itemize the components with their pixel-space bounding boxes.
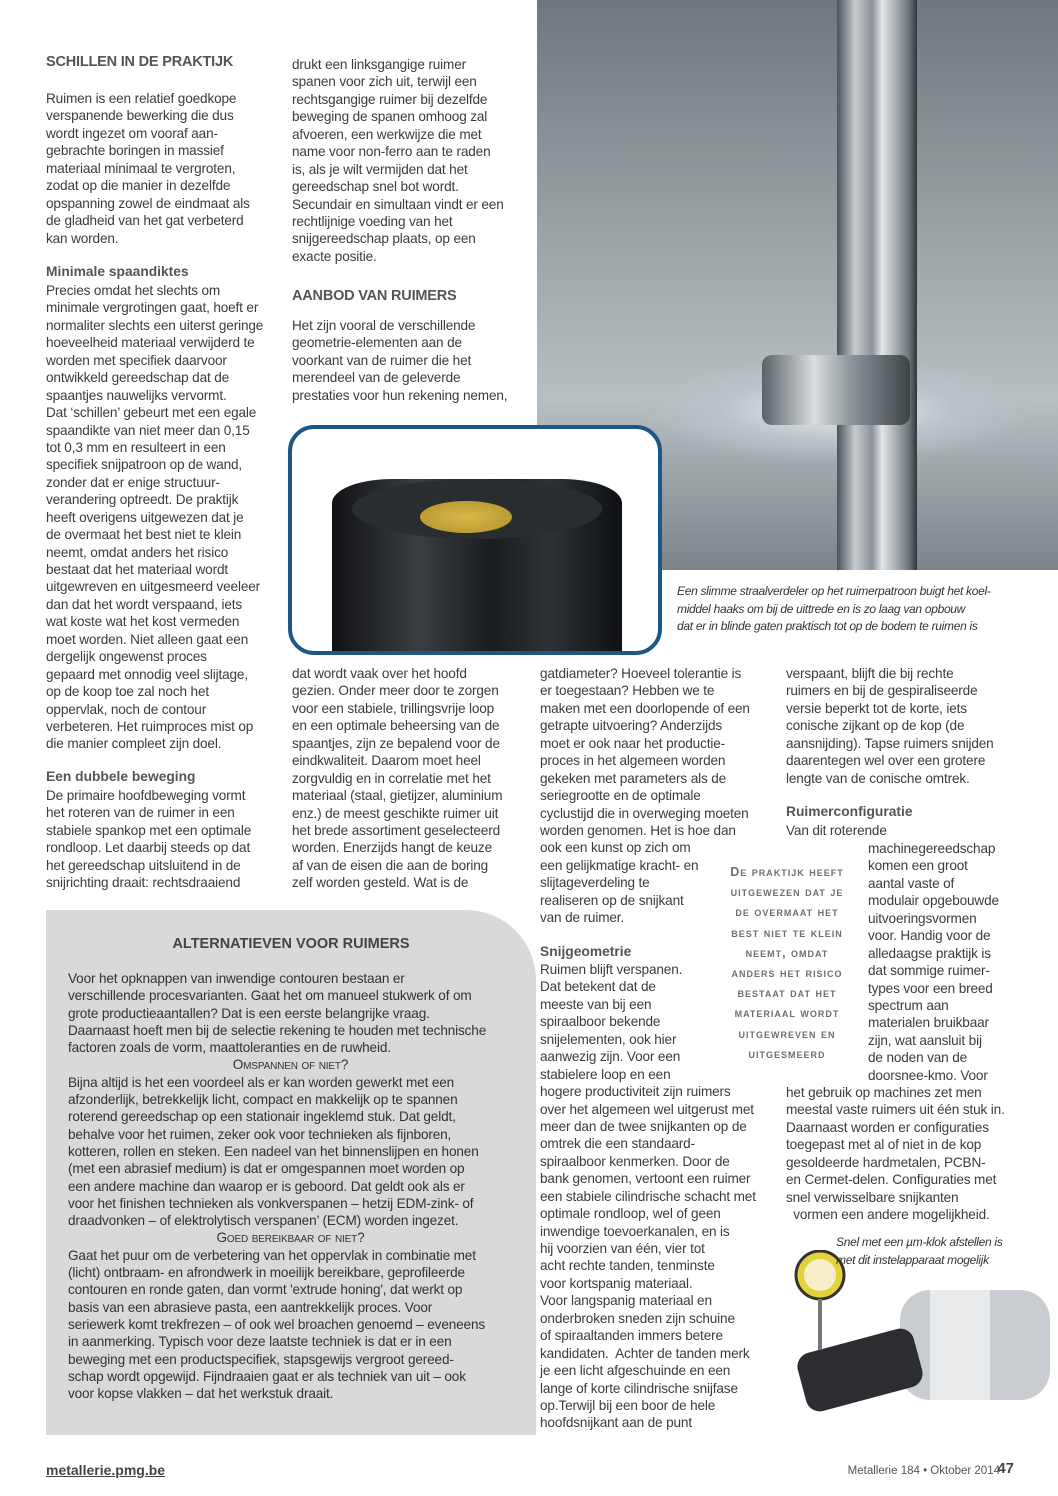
dial-gauge-photo	[780, 1250, 1050, 1420]
text-line: geometrie-elementen aan de	[292, 335, 462, 351]
text-line: kan worden.	[46, 230, 119, 246]
text-line: een andere machine dan waarop er is geboord. Dat geldt ook als er	[68, 1178, 465, 1194]
text-line: gesoldeerde hardmetalen, PCBN-	[786, 1154, 986, 1170]
text-line: verandering optreedt. De praktijk	[46, 492, 239, 508]
text-line: best niet te klein	[731, 925, 843, 940]
text-line: Daarnaast hoeft men bij de selectie rekening te houden met technische	[68, 1022, 487, 1038]
text-line: voor. Handig voor de	[868, 928, 991, 944]
text-line: worden genomen. Het is hoe dan	[540, 822, 736, 838]
text-line: of spiraaltanden immers betere	[540, 1328, 723, 1344]
text-line: machinegereedschap	[868, 841, 996, 856]
text-line: beweging de spanen omhoog zal	[292, 109, 488, 125]
text-line: een stabiele cilindrische schacht met	[540, 1188, 756, 1204]
text-line: rechtlijnige voeding van het	[292, 213, 453, 229]
text-line: materiaal wordt	[734, 1006, 840, 1021]
text-line: moet worden. Niet alleen gaat een	[46, 631, 249, 647]
text-line: verbeteren. Het ruimproces mist op	[46, 718, 254, 734]
text-line: over het algemeen wel uitgerust met	[540, 1101, 754, 1117]
text-line: rechtsgangige ruimer bij dezelfde	[292, 91, 488, 107]
text-line: bank genomen, vertoont een ruimer	[540, 1171, 751, 1187]
text-line: hogere productiviteit zijn ruimers	[540, 1084, 731, 1100]
text-line: de overmaat het	[735, 905, 839, 920]
text-line: het brede assortiment geselecteerd	[292, 822, 500, 838]
text-line: meeste van bij een	[540, 996, 652, 1012]
text-line: omtrek die een standaard-	[540, 1136, 695, 1152]
sidebar-subheading-bereikbaar: Goed bereikbaar of niet?	[216, 1230, 365, 1246]
text-line: factoren zoals de vorm, maattoleranties en de ruwheid.	[68, 1040, 391, 1056]
section-heading-aanbod: AANBOD VAN RUIMERS	[292, 288, 457, 304]
footer-website-link[interactable]: metallerie.pmg.be	[46, 1462, 166, 1478]
text-line: de overmaat het best niet te klein	[46, 527, 242, 543]
text-line: acht rechte tanden, tenminste	[540, 1258, 715, 1274]
text-line: inwendige toevoerkanalen, en is	[540, 1223, 730, 1239]
text-line: in aanmerking. Typisch voor deze laatste techniek is dat er in een	[68, 1334, 452, 1350]
text-line: Het zijn vooral de verschillende	[292, 318, 476, 333]
section-heading-schillen: SCHILLEN IN DE PRAKTIJK	[46, 54, 234, 70]
text-line: schap wordt opgewijd. Fijndraaien gaat er als techniek van uit – ook	[68, 1368, 466, 1384]
text-line: Van dit roterende	[786, 823, 887, 838]
text-line: aanwezig zijn. Voor een	[540, 1049, 681, 1065]
text-line: anders het risico	[731, 965, 843, 980]
text-line: aansnijding). Tapse ruimers snijden	[786, 735, 994, 751]
text-line: toegepast met al of niet in de kop	[786, 1137, 982, 1153]
text-line: maken met een doorlopende of een	[540, 700, 750, 716]
text-line: voor een stabiele, trillingsvrije loop	[292, 700, 495, 716]
text-line: beweging met een productspecifiek, stapsgewijs vergroot gereed-	[68, 1351, 454, 1367]
caption-top-photo	[677, 583, 991, 636]
text-line: spaantjes nauwelijks vervormt.	[46, 387, 227, 403]
text-line: opspanning zowel de eindmaat als	[46, 195, 250, 211]
text-line: gereedschap snel bot wordt.	[292, 179, 459, 195]
subheading-snijgeometrie: Snijgeometrie	[540, 944, 632, 959]
text-line: er toegestaan? Hebben we te	[540, 683, 715, 699]
text-line: afzonderlijk, betrekkelijk licht, compact en makkelijk op te spannen	[68, 1092, 458, 1108]
paragraph-col4-top	[786, 665, 994, 787]
text-line: optimale rondloop, wel of geen	[540, 1206, 721, 1222]
subheading-ruimerconfiguratie: Ruimerconfiguratie	[786, 804, 913, 819]
text-line: neemt, omdat	[745, 945, 829, 960]
text-line: afvoeren, een werkwijze die met	[292, 126, 482, 142]
paragraph-col2-bottom	[292, 665, 502, 892]
text-line: gekeken met parameters als de	[540, 770, 727, 786]
text-line: (met een abrasief medium) is dat er omgespannen moet worden op	[68, 1161, 465, 1177]
text-line: uitgewreven en	[738, 1026, 836, 1041]
text-line: versie beperkt tot de korte, iets	[786, 700, 967, 716]
text-line: snijgereedschap plaats, op een	[292, 231, 476, 247]
text-line: grote productieaantallen? Dat is een eerste belangrijke vraag.	[68, 1005, 430, 1021]
text-line: wat koste wat het kost vermeden	[46, 614, 240, 630]
text-line: worden. Enerzijds hangt de keuze	[292, 840, 492, 856]
text-line: modulair opgebouwde	[868, 893, 999, 909]
text-line: op de koop toe zal noch het	[46, 684, 209, 700]
paragraph-spaandiktes	[46, 282, 263, 753]
text-line: cyclustijd die in overweging moeten	[540, 805, 749, 821]
paragraph-config-b	[868, 840, 999, 1084]
text-line: specifiek snijpatroon op de wand,	[46, 457, 243, 473]
text-line: Een slimme straalverdeler op het ruimerpatroon buigt het koel-	[677, 584, 991, 598]
text-line: bestaat dat het	[737, 986, 837, 1001]
text-line: en een optimale beheersing van de	[292, 718, 500, 734]
text-line: Ruimen is een relatief goedkope	[46, 91, 237, 106]
text-line: prestaties voor hun rekening nemen,	[292, 387, 508, 403]
text-line: zelf worden gesteld. Wat is de	[292, 875, 469, 891]
text-line: onderbroken sneden zijn schuine	[540, 1310, 735, 1326]
text-line: een gelijkmatige kracht- en	[540, 857, 699, 873]
text-line: de gladheid van het gat verbeterd	[46, 213, 244, 229]
reamer-collar-photo-detail	[762, 355, 910, 425]
text-line: voor het finishen technieken als vonkverspanen – hetzij EDM-zink- of	[68, 1195, 474, 1211]
text-line: met dit instelapparaat mogelijk	[836, 1252, 989, 1267]
paragraph-intro	[46, 90, 250, 247]
text-line: alledaagse praktijk is	[868, 945, 991, 961]
sidebar-subheading-omspannen: Omspannen of niet?	[232, 1057, 349, 1073]
text-line: gatdiameter? Hoeveel tolerantie is	[540, 666, 742, 681]
text-line: spectrum aan	[868, 997, 949, 1013]
text-line: Bijna altijd is het een voordeel als er kan worden gewerkt met een	[68, 1074, 455, 1090]
text-line: doorsnee-kmo. Voor	[868, 1067, 988, 1083]
text-line: daarentegen wel over een grotere	[786, 753, 986, 769]
text-line: exacte positie.	[292, 248, 377, 264]
text-line: dan dat het wordt verspaand, iets	[46, 596, 243, 612]
text-line: getrapte uitvoering? Anderzijds	[540, 718, 723, 734]
text-line: de noden van de	[868, 1050, 968, 1066]
text-line: gebrachte boringen in massief	[46, 143, 224, 159]
text-line: dat sommige ruimer-	[868, 963, 990, 979]
text-line: dat er in blinde gaten praktisch tot op de bodem te ruimen is	[677, 619, 978, 633]
text-line: minimale vergrotingen gaat, hoeft er	[46, 300, 259, 316]
text-line: conische zijkant op de kop (de	[786, 718, 965, 734]
text-line: stabielere loop en een	[540, 1066, 671, 1082]
text-line: heeft overigens uitgewezen dat je	[46, 509, 244, 525]
text-line: vormen een andere mogelijkheid.	[786, 1207, 990, 1223]
text-line: uitgewezen dat je	[730, 885, 844, 900]
text-line: merendeel van de geleverde	[292, 370, 461, 386]
text-line: en Cermet-delen. Configuraties met	[786, 1172, 997, 1188]
text-line: name voor non-ferro aan te raden	[292, 144, 491, 160]
text-line: hoeveelheid materiaal verwijderd te	[46, 335, 255, 351]
text-line: rondloop. Let daarbij steeds op dat	[46, 840, 251, 856]
text-line: tot 0,3 mm en resulteert in een	[46, 439, 226, 455]
text-line: (licht) ontbraam- en afrondwerk in moeilijk bereikbare, geprofileerde	[68, 1265, 465, 1281]
text-line: neemt, omdat anders het risico	[46, 544, 229, 560]
text-line: Precies omdat het slechts om	[46, 283, 221, 298]
text-line: uitgewreven en uitgesmeerd veeleer	[46, 579, 261, 595]
text-line: aantal vaste of	[868, 875, 955, 891]
text-line: spaandikte van niet meer dan 0,15	[46, 422, 250, 438]
text-line: snel verwisselbare snijkanten	[786, 1189, 959, 1205]
text-line: De primaire hoofdbeweging vormt	[46, 788, 246, 803]
gold-insert-illustration	[420, 501, 512, 533]
text-line: meestal vaste ruimers uit één stuk in.	[786, 1102, 1005, 1118]
footer-issue-label: Metallerie 184 • Oktober 2014	[847, 1465, 1000, 1477]
reamer-closeup-photo	[288, 425, 662, 655]
text-line: voor kortspanig materiaal.	[540, 1275, 693, 1291]
text-line: meer dan de twee snijkanten op de	[540, 1118, 747, 1134]
text-line: ruimers en bij de gespiraliseerde	[786, 683, 978, 699]
text-line: enz.) de meest geschikte ruimer uit	[292, 805, 499, 821]
text-line: van de ruimer.	[540, 910, 625, 926]
text-line: drukt een linksgangige ruimer	[292, 57, 466, 72]
text-line: slijtageverdeling te	[540, 875, 650, 891]
text-line: gepaard met onnodig veel slijtage,	[46, 666, 248, 682]
text-line: op.Terwijl bij een boor de hele	[540, 1397, 716, 1413]
text-line: seriewerk komt trekfrezen – of ook wel broachen genoemd – eveneens	[68, 1316, 486, 1332]
text-line: lange of korte cilindrische snijfase	[540, 1380, 738, 1396]
subheading-minimale-spaandiktes: Minimale spaandiktes	[46, 264, 189, 279]
text-line: het gebruik op machines zet men	[786, 1085, 982, 1100]
text-line: het roteren van de ruimer in een	[46, 805, 235, 821]
text-line: ontwikkeld gereedschap dat de	[46, 370, 230, 386]
text-line: uitgesmeerd	[748, 1046, 826, 1061]
text-line: Dat ‘schillen’ gebeurt met een egale	[46, 405, 257, 421]
text-line: Gaat het puur om de verbetering van het oppervlak in combinatie met	[68, 1247, 476, 1263]
text-line: Ruimen blijft verspanen.	[540, 962, 683, 977]
text-line: materialen bruikbaar	[868, 1015, 989, 1031]
text-line: wordt ingezet om vooraf aan-	[46, 125, 218, 141]
text-line: is, als je wilt vermijden dat het	[292, 161, 468, 177]
text-line: lengte van de conische omtrek.	[786, 770, 970, 786]
pull-quote	[712, 862, 862, 1064]
text-line: Voor het opknappen van inwendige contouren bestaan er	[68, 971, 405, 986]
text-line: zijn, wat aansluit bij	[868, 1032, 982, 1048]
text-line: basis van een abrasieve pasta, een aantrekkelijk proces. Voor	[68, 1299, 433, 1315]
sidebar-title: ALTERNATIEVEN VOOR RUIMERS	[172, 936, 410, 952]
sidebar-box-alternatieven	[46, 910, 536, 1435]
paragraph-config-a	[786, 822, 887, 839]
subheading-dubbele-beweging: Een dubbele beweging	[46, 769, 196, 784]
text-line: zonder dat er enige structuur-	[46, 474, 220, 490]
text-line: spaantjes, zijn ze bepalend voor de	[292, 735, 500, 751]
text-line: spanen voor zich uit, terwijl een	[292, 74, 477, 90]
page-number: 47	[997, 1460, 1014, 1477]
text-line: zodat op die manier in dezelfde	[46, 178, 231, 194]
text-line: dergelijk ongewenst proces	[46, 649, 207, 665]
text-line: spiraalboor bekende	[540, 1014, 661, 1030]
text-line: behalve voor het ruimen, zeker ook voor technieken als fijnboren,	[68, 1126, 452, 1142]
sidebar-paragraph-1	[68, 970, 513, 1056]
text-line: snijelementen, ook hier	[540, 1031, 677, 1047]
text-line: Secundair en simultaan vindt er een	[292, 196, 504, 212]
text-line: komen een groot	[868, 858, 968, 874]
text-line: verspaant, blijft die bij rechte	[786, 666, 954, 681]
text-line: normaliter slechts een uiterst geringe	[46, 317, 264, 333]
text-line: Daarnaast worden er configuraties	[786, 1119, 989, 1135]
text-line: die manier compleet zijn doel.	[46, 736, 222, 752]
sidebar-paragraph-2	[68, 1074, 513, 1230]
text-line: hoofdsnijkant aan de punt	[540, 1415, 692, 1431]
text-line: eindkwaliteit. Daarom moet heel	[292, 753, 481, 769]
sidebar-paragraph-3	[68, 1247, 513, 1403]
text-line: worden met specifiek daarvoor	[46, 352, 227, 368]
text-line: dat wordt vaak over het hoofd	[292, 666, 467, 681]
text-line: contouren en ronde gaten, dan vormt 'extrude honing', dat werkt op	[68, 1282, 463, 1298]
paragraph-aanbod	[292, 317, 507, 404]
text-line: draadvonken – of elektrolytisch verspanen’ (ECM) worden ingezet.	[68, 1213, 459, 1229]
text-line: verschillende procesvarianten. Gaat het om manueel stukwerk of om	[68, 988, 472, 1004]
text-line: kandidaten. Achter de tanden merk	[540, 1345, 750, 1361]
text-line: het gereedschap uitsluitend in de	[46, 857, 241, 873]
text-line: roterend gereedschap op een stationair ingeklemd stuk. Dat geldt,	[68, 1109, 456, 1125]
paragraph-config-c	[786, 1084, 1005, 1224]
text-line: gezien. Onder meer door te zorgen	[292, 683, 499, 699]
text-line: De praktijk heeft	[730, 865, 844, 879]
text-line: kotteren, rollen en steken. Een nadeel van het binnenslijpen en honen	[68, 1143, 479, 1159]
text-line: bestaat dat het materiaal wordt	[46, 562, 228, 577]
sidebar-body	[68, 970, 513, 1402]
text-line: zorgvuldig en in correlatie met het	[292, 770, 491, 786]
text-line: ook een kunst op zich om	[540, 840, 691, 856]
text-line: Dat betekent dat de	[540, 979, 656, 995]
text-line: Voor langspanig materiaal en	[540, 1293, 712, 1309]
text-line: moet er ook naar het productie-	[540, 735, 726, 751]
text-line: voor kopse vlakken – dat het werkstuk draait.	[68, 1386, 334, 1402]
text-line: materiaal minimaal te vergroten,	[46, 160, 236, 176]
caption-bottom-photo	[836, 1234, 1002, 1269]
text-line: snijrichting draait: rechtsdraaiend	[46, 875, 241, 891]
text-line: af van de eisen die aan de boring	[292, 857, 489, 873]
text-line: realiseren op de snijkant	[540, 892, 684, 908]
text-line: je een licht afgeschuinde en een	[540, 1363, 731, 1379]
text-line: hij voorzien van één, vier tot	[540, 1241, 705, 1256]
paragraph-col2-top	[292, 56, 504, 265]
paragraph-beweging	[46, 787, 251, 892]
text-line: spiraalboor kenmerken. Door de	[540, 1153, 730, 1169]
text-line: verspanende bewerking die dus	[46, 108, 234, 124]
text-line: materiaal (staal, gietijzer, aluminium	[292, 788, 503, 804]
text-line: stabiele spankop met een optimale	[46, 822, 252, 838]
text-line: seriegrootte en de optimale	[540, 788, 701, 804]
text-line: proces in het algemeen worden	[540, 753, 726, 769]
text-line: middel haaks om bij de uittrede en is zo laag van opbouw	[677, 601, 966, 616]
text-line: uitvoeringsvormen	[868, 910, 977, 926]
text-line: types voor een breed	[868, 980, 993, 996]
text-line: voorkant van de ruimer die het	[292, 352, 472, 368]
text-line: Snel met een µm-klok afstellen is	[836, 1235, 1003, 1249]
text-line: oppervlak, noch de contour	[46, 701, 207, 717]
